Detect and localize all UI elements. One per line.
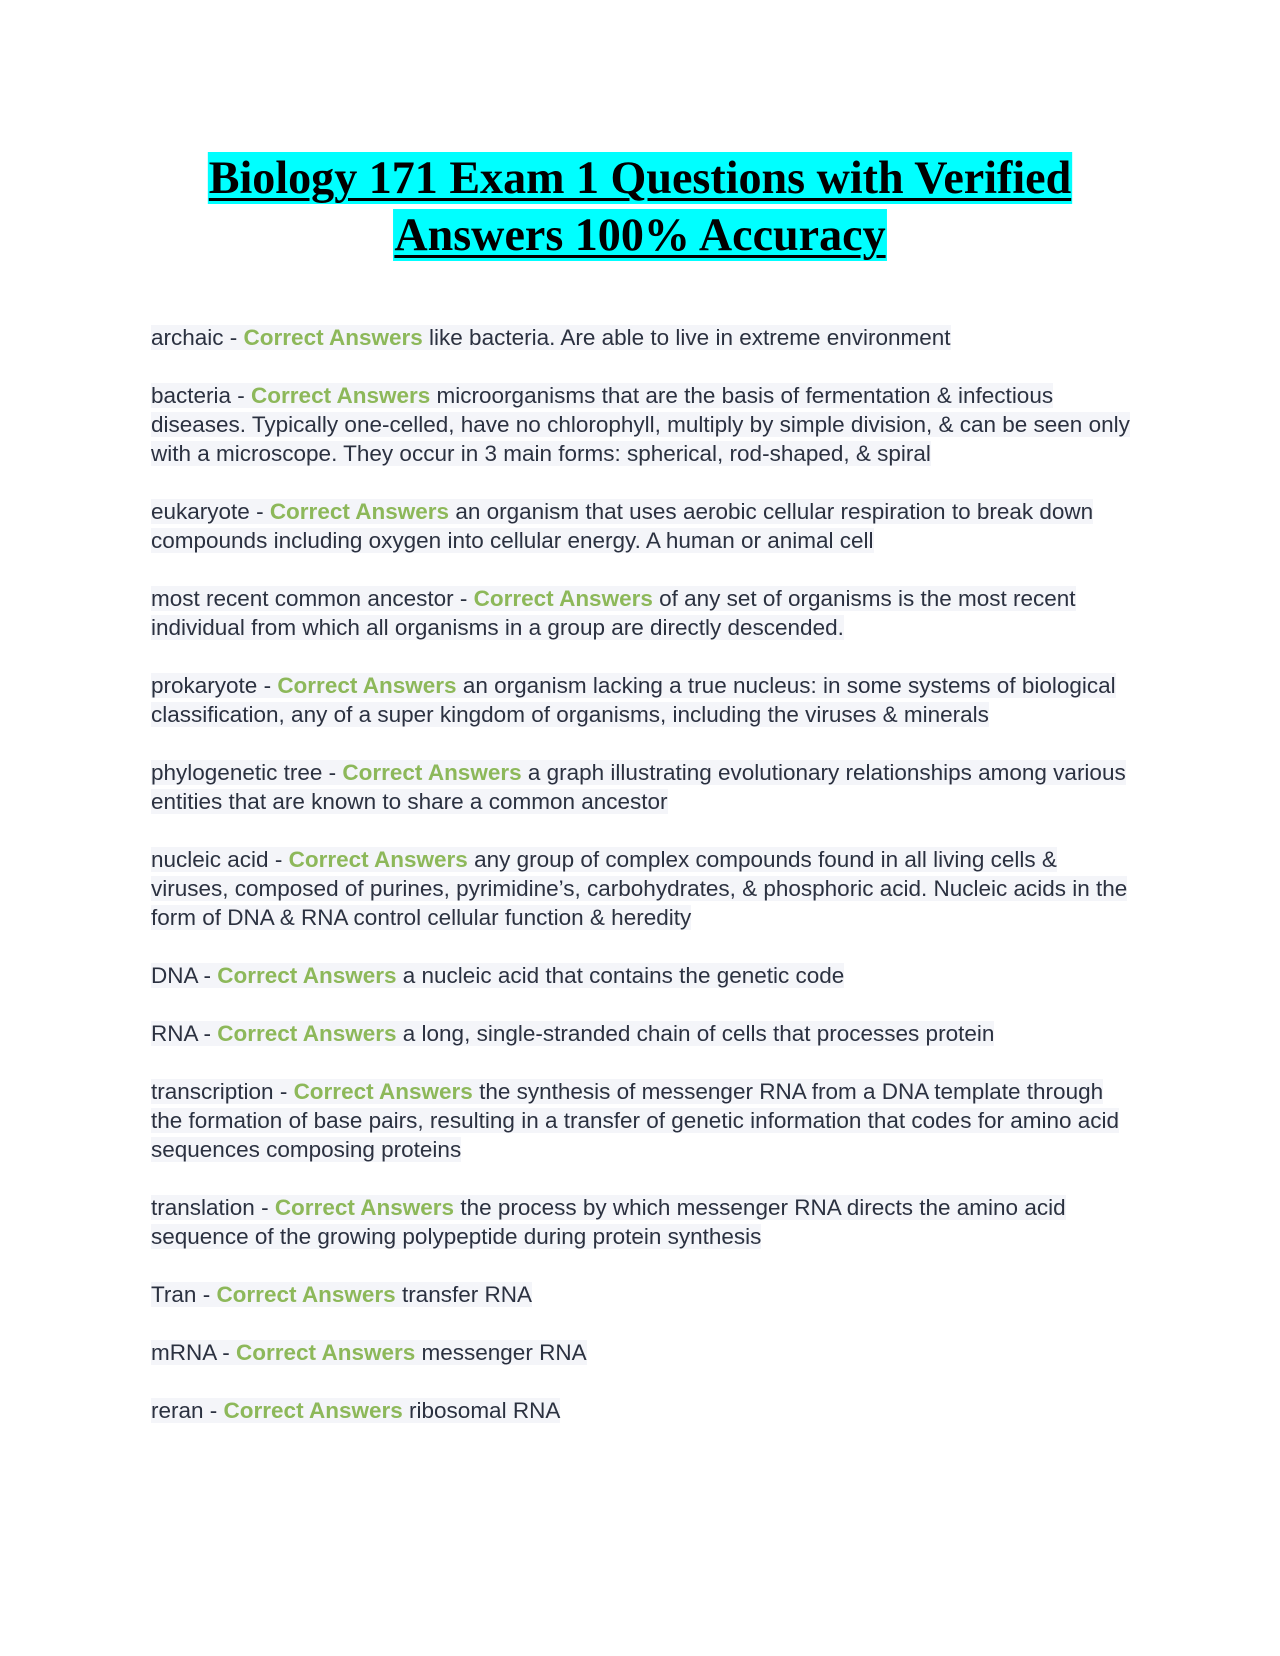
entry-definition: messenger RNA [421, 1340, 587, 1365]
entry-term: translation [151, 1195, 255, 1220]
answer-label: Correct Answers [236, 1340, 416, 1365]
qa-entry: prokaryote - Correct Answers an organism lacking a true nucleus: in some systems of biological classification, any of a super kingdom of organisms, including the viruses & minerals [151, 673, 1116, 727]
answer-label: Correct Answers [223, 1398, 403, 1423]
qa-entry: RNA - Correct Answers a long, single-stranded chain of cells that processes protein [151, 1021, 995, 1046]
entry-definition: the process by which messenger RNA directs the amino acid sequence of the growing polypeptide during protein synthesis [151, 1195, 1066, 1249]
entry-definition: microorganisms that are the basis of fermentation & infectious diseases. Typically one-celled, have no chlorophyll, multiply by simple division, & can be seen only with a microscope. They occur in 3 main forms: spherical, rod-shaped, & spiral [151, 383, 1130, 466]
entry-definition: ribosomal RNA [409, 1398, 561, 1423]
entry-term: reran [151, 1398, 204, 1423]
answer-label: Correct Answers [269, 499, 450, 524]
answer-label: Correct Answers [217, 1021, 397, 1046]
qa-list [151, 323, 1136, 1454]
entry-term: transcription [151, 1079, 274, 1104]
qa-entry: Tran - Correct Answers transfer RNA [151, 1282, 532, 1307]
qa-entry: bacteria - Correct Answers microorganisms that are the basis of fermentation & infectious diseases. Typically one-celled, have no chlorophyll, multiply by simple division, & can be seen only with a microscope. They occur in 3 main forms: spherical, rod-shaped, & spiral [151, 383, 1130, 466]
qa-entry: eukaryote - Correct Answers an organism that uses aerobic cellular respiration to break down compounds including oxygen into cellular energy. A human or animal cell [151, 499, 1094, 553]
answer-label: Correct Answers [217, 963, 397, 988]
entry-term: Tran [151, 1282, 197, 1307]
qa-entry: mRNA - Correct Answers messenger RNA [151, 1340, 587, 1365]
title-text: Biology 171 Exam 1 Questions with Verified Answers 100% Accuracy [208, 152, 1072, 261]
answer-label: Correct Answers [274, 1195, 455, 1220]
entry-definition: a graph illustrating evolutionary relationships among various entities that are known to share a common ancestor [151, 760, 1126, 814]
entry-definition: any group of complex compounds found in all living cells & viruses, composed of purines, pyrimidine’s, carbohydrates, & phosphoric acid. Nucleic acids in the form of DNA & RNA control cellular function & heredity [151, 847, 1128, 930]
qa-entry: most recent common ancestor - Correct Answers of any set of organisms is the most recent individual from which all organisms in a group are directly descended. [151, 586, 1076, 640]
entry-term: phylogenetic tree [151, 760, 323, 785]
entry-term: mRNA [151, 1340, 217, 1365]
entry-term: DNA [151, 963, 198, 988]
qa-entry: translation - Correct Answers the process by which messenger RNA directs the amino acid sequence of the growing polypeptide during protein synthesis [151, 1195, 1066, 1249]
answer-label: Correct Answers [243, 325, 423, 350]
qa-entry: DNA - Correct Answers a nucleic acid that contains the genetic code [151, 963, 845, 988]
qa-entry: transcription - Correct Answers the synthesis of messenger RNA from a DNA template through the formation of base pairs, resulting in a transfer of genetic information that codes for amino acid sequences composing proteins [151, 1079, 1120, 1162]
entry-definition: a long, single-stranded chain of cells that processes protein [402, 1021, 995, 1046]
entry-term: nucleic acid [151, 847, 269, 872]
entry-term: prokaryote [151, 673, 258, 698]
entry-term: RNA [151, 1021, 198, 1046]
entry-definition: an organism that uses aerobic cellular respiration to break down compounds including oxygen into cellular energy. A human or animal cell [151, 499, 1094, 553]
answer-label: Correct Answers [473, 586, 653, 611]
entry-definition: the synthesis of messenger RNA from a DNA template through the formation of base pairs, resulting in a transfer of genetic information that codes for amino acid sequences composing proteins [151, 1079, 1120, 1162]
qa-entry: archaic - Correct Answers like bacteria. Are able to live in extreme environment [151, 325, 951, 350]
answer-label: Correct Answers [251, 383, 431, 408]
entry-term: bacteria [151, 383, 232, 408]
answer-label: Correct Answers [277, 673, 457, 698]
entry-definition: transfer RNA [401, 1282, 532, 1307]
qa-entry: reran - Correct Answers ribosomal RNA [151, 1398, 561, 1423]
qa-entry: nucleic acid - Correct Answers any group of complex compounds found in all living cells & viruses, composed of purines, pyrimidine’s, carbohydrates, & phosphoric acid. Nucleic acids in the form of DNA & RNA control cellular function & heredity [151, 847, 1128, 930]
answer-label: Correct Answers [342, 760, 522, 785]
entry-term: eukaryote [151, 499, 250, 524]
qa-entry: phylogenetic tree - Correct Answers a graph illustrating evolutionary relationships among various entities that are known to share a common ancestor [151, 760, 1126, 814]
answer-label: Correct Answers [293, 1079, 473, 1104]
entry-definition: like bacteria. Are able to live in extreme environment [429, 325, 951, 350]
entry-term: most recent common ancestor [151, 586, 454, 611]
answer-label: Correct Answers [216, 1282, 396, 1307]
entry-definition: a nucleic acid that contains the genetic code [402, 963, 845, 988]
entry-definition: of any set of organisms is the most recent individual from which all organisms in a group are directly descended. [151, 586, 1076, 640]
document-title [160, 150, 1120, 264]
entry-definition: an organism lacking a true nucleus: in some systems of biological classification, any of a super kingdom of organisms, including the viruses & minerals [151, 673, 1116, 727]
entry-term: archaic [151, 325, 224, 350]
answer-label: Correct Answers [288, 847, 468, 872]
